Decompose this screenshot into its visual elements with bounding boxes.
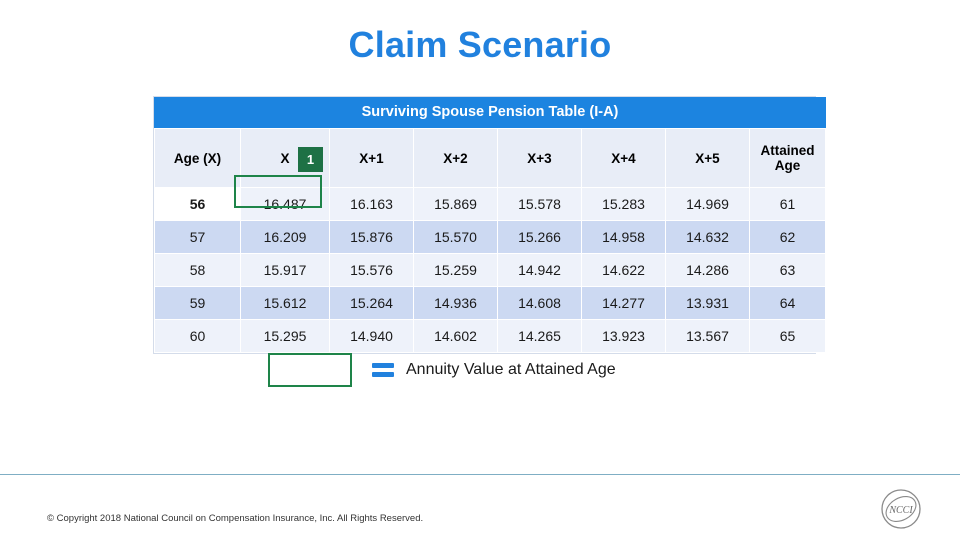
- cell-value: 16.163: [330, 188, 414, 221]
- column-header-x1: X+1: [330, 129, 414, 188]
- cell-age: 58: [155, 254, 241, 287]
- cell-value: 16.209: [241, 221, 330, 254]
- pension-table: [154, 97, 826, 353]
- cell-value: 14.277: [582, 287, 666, 320]
- table-row: [155, 287, 826, 320]
- cell-attained-age: 62: [750, 221, 826, 254]
- ncci-logo: [880, 488, 922, 530]
- cell-value: 14.265: [498, 320, 582, 353]
- cell-age: 59: [155, 287, 241, 320]
- footer-divider: [0, 474, 960, 475]
- cell-value: 15.570: [414, 221, 498, 254]
- cell-value: 14.286: [666, 254, 750, 287]
- cell-attained-age: 65: [750, 320, 826, 353]
- cell-age: 60: [155, 320, 241, 353]
- cell-value: 14.602: [414, 320, 498, 353]
- cell-value: 15.578: [498, 188, 582, 221]
- cell-value: 14.942: [498, 254, 582, 287]
- cell-value: 14.632: [666, 221, 750, 254]
- cell-value: 15.266: [498, 221, 582, 254]
- legend: [268, 353, 616, 387]
- cell-value: 14.936: [414, 287, 498, 320]
- cell-value: 14.969: [666, 188, 750, 221]
- cell-value: 14.940: [330, 320, 414, 353]
- column-header-x: X: [241, 129, 330, 188]
- cell-value: 15.876: [330, 221, 414, 254]
- cell-value: 15.576: [330, 254, 414, 287]
- column-header-attained-age: Attained Age: [750, 129, 826, 188]
- column-header-age-x: Age (X): [155, 129, 241, 188]
- legend-label: Annuity Value at Attained Age: [406, 361, 616, 378]
- cell-value: 14.608: [498, 287, 582, 320]
- copyright-text: © Copyright 2018 National Council on Compensation Insurance, Inc. All Rights Reserved.: [47, 513, 424, 524]
- cell-value: 15.917: [241, 254, 330, 287]
- cell-age: 57: [155, 221, 241, 254]
- page-title: Claim Scenario: [348, 24, 612, 65]
- cell-value-highlighted: 16.487: [241, 188, 330, 221]
- cell-value: 13.931: [666, 287, 750, 320]
- cell-age: 56: [155, 188, 241, 221]
- table-body: [155, 188, 826, 353]
- table-row: [155, 320, 826, 353]
- table-header: [155, 129, 826, 188]
- cell-value: 14.958: [582, 221, 666, 254]
- cell-attained-age: 64: [750, 287, 826, 320]
- table-row: [155, 188, 826, 221]
- cell-attained-age: 61: [750, 188, 826, 221]
- cell-value: 13.923: [582, 320, 666, 353]
- cell-attained-age: 63: [750, 254, 826, 287]
- table-caption: Surviving Spouse Pension Table (I-A): [154, 97, 826, 128]
- cell-value: 15.259: [414, 254, 498, 287]
- svg-text:NCCI: NCCI: [889, 505, 913, 516]
- column-header-x5: X+5: [666, 129, 750, 188]
- cell-value: 15.283: [582, 188, 666, 221]
- cell-value: 15.612: [241, 287, 330, 320]
- column-header-x3: X+3: [498, 129, 582, 188]
- pension-table-container: [153, 96, 816, 354]
- column-header-x4: X+4: [582, 129, 666, 188]
- equals-icon: [372, 361, 394, 379]
- table-row: [155, 221, 826, 254]
- table-header-row: [155, 129, 826, 188]
- legend-swatch: [268, 353, 352, 387]
- column-header-x2: X+2: [414, 129, 498, 188]
- cell-value: 14.622: [582, 254, 666, 287]
- cell-value: 15.869: [414, 188, 498, 221]
- table-row: [155, 254, 826, 287]
- cell-value: 13.567: [666, 320, 750, 353]
- callout-badge-1: 1: [298, 147, 323, 172]
- cell-value: 15.295: [241, 320, 330, 353]
- cell-value: 15.264: [330, 287, 414, 320]
